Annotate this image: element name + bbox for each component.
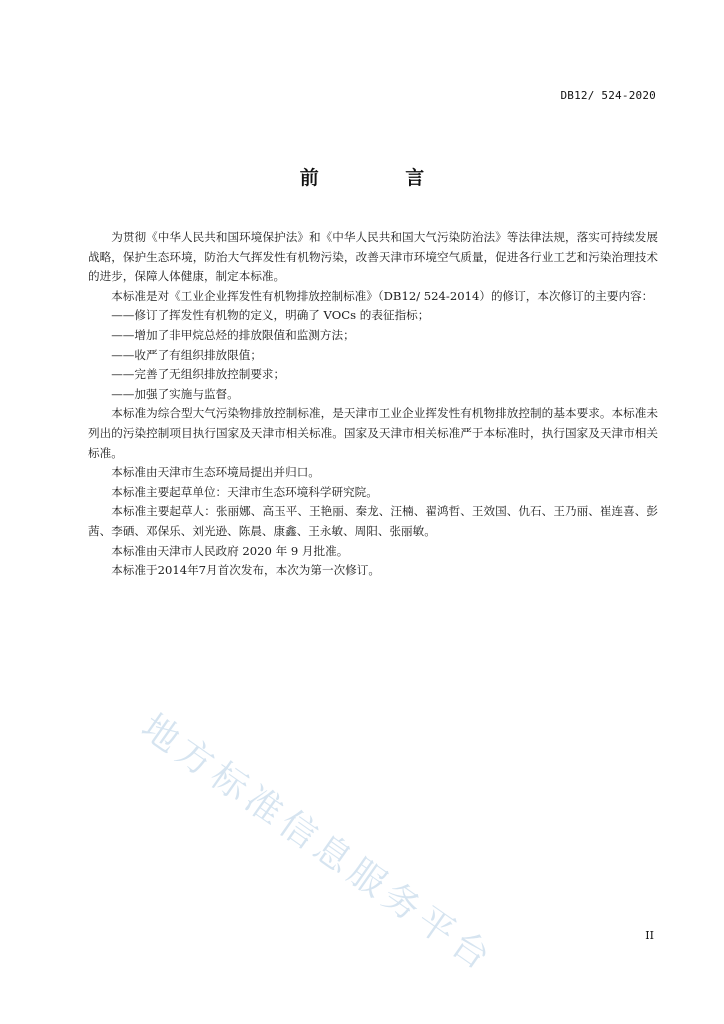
foreword-body: [88, 228, 658, 581]
revision-item: ——修订了挥发性有机物的定义，明确了 VOCs 的表征指标；: [111, 308, 430, 323]
page-number: II: [645, 929, 654, 942]
page-title: 前 言: [299, 167, 465, 189]
revision-item: ——收严了有组织排放限值；: [111, 347, 262, 362]
watermark: 地方标准信息服务平台: [133, 706, 502, 982]
revision-item: ——加强了实施与监督。: [111, 386, 239, 401]
revision-item: ——完善了无组织排放控制要求；: [111, 367, 286, 382]
revision-item: ——增加了非甲烷总烃的排放限值和监测方法；: [111, 327, 355, 342]
paragraph-proposer: 本标准由天津市生态环境局提出并归口。: [111, 465, 320, 480]
paragraph-scope: 本标准为综合型大气污染物排放控制标准，是天津市工业企业挥发性有机物排放控制的基本要求。本标准未列出的污染控制项目执行国家及天津市相关标准。国家及天津市相关标准严于本标准时，执行国家及天津市相关标准。: [88, 406, 658, 460]
paragraph-drafters: 本标准主要起草人：张丽娜、高玉平、王艳丽、秦龙、汪楠、翟鸿哲、王效国、仇石、王乃丽、崔连喜、彭茜、李硒、邓保乐、刘光逊、陈晨、康鑫、王永敏、周阳、张丽敏。: [88, 504, 658, 538]
paragraph-drafting-unit: 本标准主要起草单位：天津市生态环境科学研究院。: [111, 484, 378, 499]
paragraph-history: 本标准于2014年7月首次发布，本次为第一次修订。: [111, 563, 380, 578]
paragraph-approval: 本标准由天津市人民政府 2020 年 9 月批准。: [111, 543, 349, 558]
paragraph-revision-intro: 本标准是对《工业企业挥发性有机物排放控制标准》（DB12/ 524-2014）的修订，本次修订的主要内容：: [111, 288, 654, 303]
paragraph-purpose: 为贯彻《中华人民共和国环境保护法》和《中华人民共和国大气污染防治法》等法律法规，落实可持续发展战略，保护生态环境，防治大气挥发性有机物污染，改善天津市环境空气质量，促进各行业工艺和污染治理技术的进步，保障人体健康，制定本标准。: [88, 230, 658, 284]
document-code: DB12/ 524-2020: [560, 89, 656, 102]
